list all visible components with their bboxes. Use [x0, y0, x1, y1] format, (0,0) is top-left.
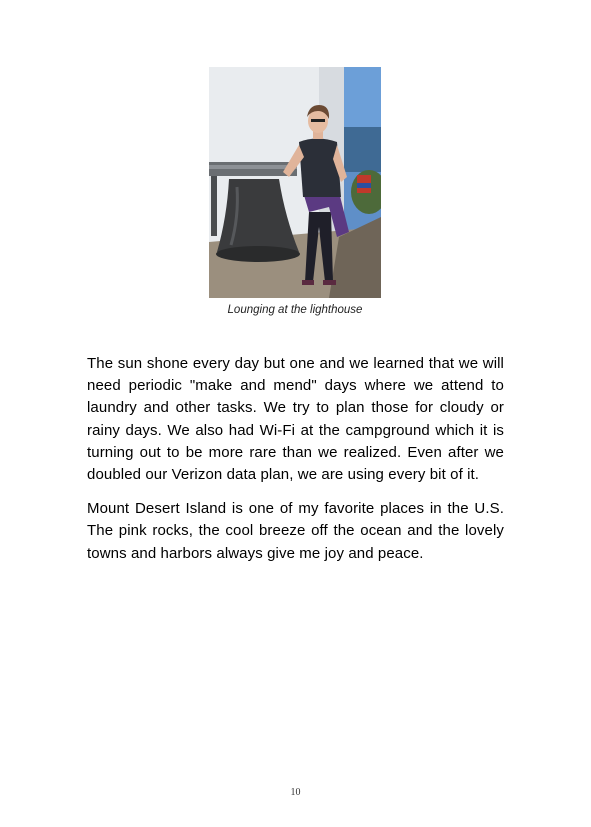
lighthouse-photo	[209, 67, 381, 298]
paragraph: The sun shone every day but one and we learned that we will need periodic "make and mend" days where we attend to laundry and other tasks. We try to plan those for cloudy or rainy days. We also had Wi-Fi at the campground which it is turning out to be more rare than we realized. Even after we doubled our Verizon data plan, we are using every bit of it.	[87, 355, 504, 484]
photo-caption: Lounging at the lighthouse	[227, 304, 363, 316]
page-number: 10	[290, 787, 301, 798]
body-text	[87, 353, 504, 577]
paragraph: Mount Desert Island is one of my favorite places in the U.S. The pink rocks, the cool breeze off the ocean and the lovely towns and harbors always give me joy and peace.	[87, 500, 504, 562]
